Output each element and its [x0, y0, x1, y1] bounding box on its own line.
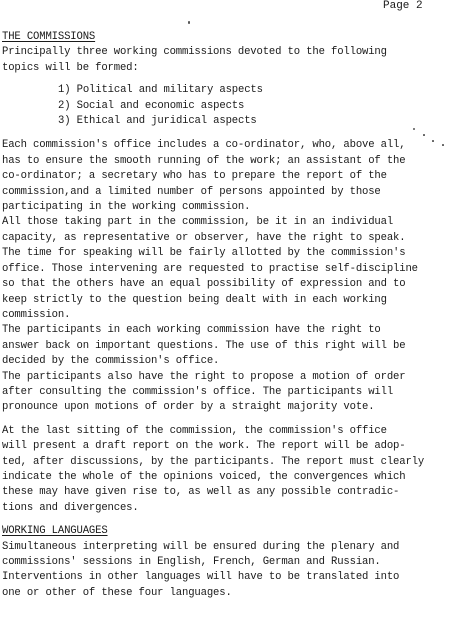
text-line: decided by the commission's office.: [2, 355, 220, 368]
topic-item: 2) Social and economic aspects: [58, 99, 245, 112]
scan-speck: [188, 21, 190, 24]
text-line: office. Those intervening are requested to practise self-discipline: [2, 262, 418, 275]
page-number: Page 2: [383, 0, 423, 12]
text-line: The time for speaking will be fairly allotted by the commission's: [2, 247, 406, 260]
text-line: topics will be formed:: [2, 61, 139, 74]
text-line: indicate the whole of the opinions voiced, the convergences which: [2, 470, 406, 483]
text-line: participating in the working commission.: [2, 201, 251, 214]
text-line: so that the others have an equal possibility of expression and to: [2, 278, 406, 291]
text-line: these may have given rise to, as well as any possible contradic-: [2, 486, 400, 499]
text-line: Interventions in other languages will have to be translated into: [2, 571, 400, 584]
text-line: commission,and a limited number of persons appointed by those: [2, 185, 381, 198]
section-heading-commissions: THE COMMISSIONS: [2, 31, 96, 43]
text-line: answer back on important questions. The use of this right will be: [2, 339, 406, 352]
text-line: keep strictly to the question being dealt with in each working: [2, 293, 387, 306]
text-line: ted, after discussions, by the participants. The report must clearly: [2, 455, 425, 468]
paragraph-speaking: [2, 215, 448, 323]
text-line: Each commission's office includes a co-ordinator, who, above all,: [2, 139, 406, 152]
text-line: Principally three working commissions devoted to the following: [2, 46, 387, 59]
paragraph-office: [2, 138, 448, 215]
text-line: The participants in each working commission have the right to: [2, 324, 381, 337]
text-line: commissions' sessions in English, French, German and Russian.: [2, 556, 381, 568]
text-line: has to ensure the smooth running of the work; an assistant of the: [2, 154, 406, 167]
text-line: The participants also have the right to propose a motion of order: [2, 370, 406, 383]
section-heading-languages: WORKING LANGUAGES: [2, 525, 108, 538]
topic-item: 1) Political and military aspects: [58, 84, 263, 97]
text-line: commission.: [2, 308, 71, 321]
text-line: will present a draft report on the work. The report will be adop-: [2, 440, 406, 453]
text-line: Simultaneous interpreting will be ensured during the plenary and: [2, 540, 400, 553]
languages-section: [2, 524, 448, 601]
topic-item: 3) Ethical and juridical aspects: [58, 115, 257, 128]
text-line: after consulting the commission's office. The participants will: [2, 385, 394, 398]
paragraph-report: [2, 424, 448, 516]
commissions-intro: [2, 45, 448, 76]
text-line: tions and divergences.: [2, 501, 139, 514]
paragraph-motions: [2, 370, 448, 416]
text-line: pronounce upon motions of order by a straight majority vote.: [2, 401, 375, 414]
topics-list: [2, 83, 448, 129]
paragraph-answer: [2, 323, 448, 369]
document-body: [2, 30, 448, 601]
commissions-section: [2, 30, 448, 516]
text-line: one or other of these four languages.: [2, 586, 232, 599]
text-line: co-ordinator; a secretary who has to prepare the report of the: [2, 170, 387, 183]
text-line: At the last sitting of the commission, the commission's office: [2, 424, 387, 437]
text-line: All those taking part in the commission, be it in an individual: [2, 216, 394, 229]
text-line: capacity, as representative or observer, have the right to speak.: [2, 231, 406, 244]
